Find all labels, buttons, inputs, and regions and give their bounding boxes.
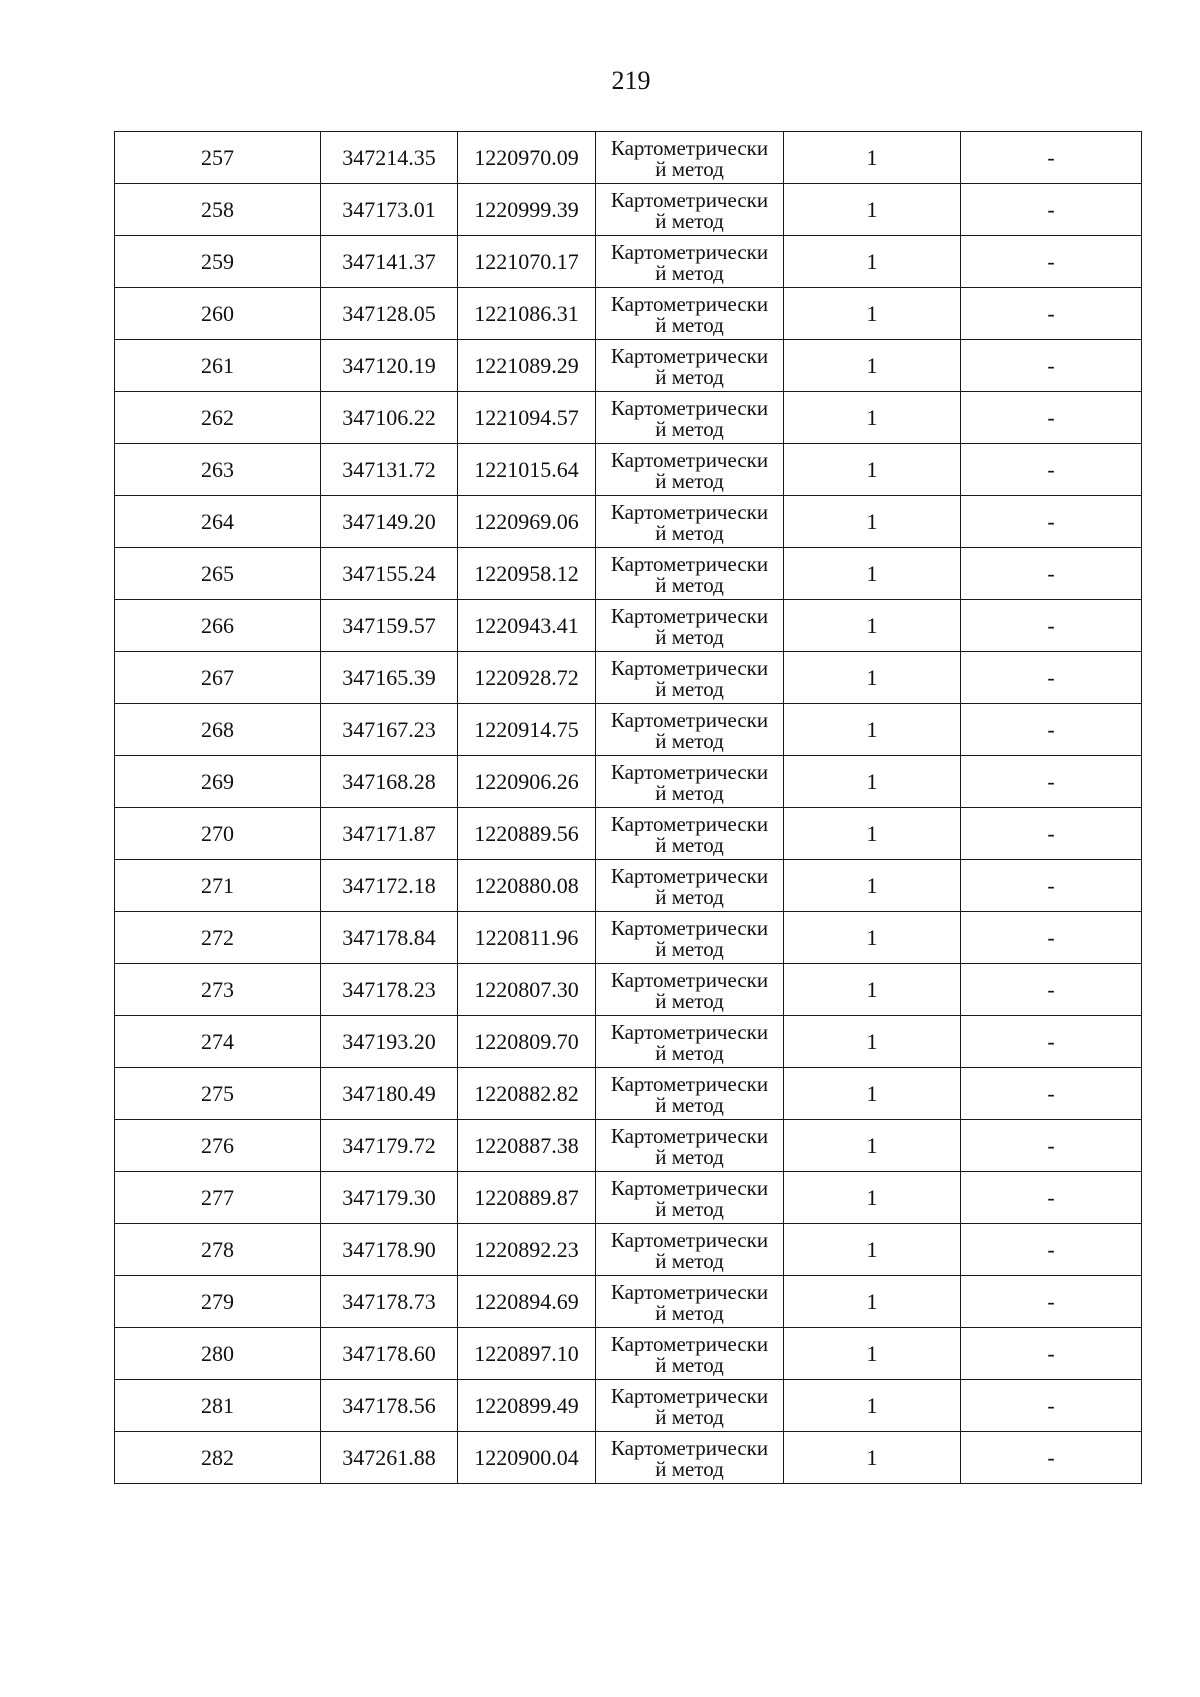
method-line-1: Картометрически [610, 1435, 769, 1460]
x-coordinate-cell: 347178.56 [321, 1380, 458, 1432]
point-number-cell: 275 [115, 1068, 321, 1120]
method-line-1: Картометрически [610, 707, 769, 732]
point-number-cell: 280 [115, 1328, 321, 1380]
table-row [115, 236, 1142, 288]
y-coordinate-cell: 1220899.49 [458, 1380, 596, 1432]
note-cell: - [961, 704, 1142, 756]
method-line-2: й метод [655, 1092, 724, 1117]
x-coordinate-cell: 347261.88 [321, 1432, 458, 1484]
coordinates-table [114, 131, 1142, 1484]
x-coordinate-cell: 347149.20 [321, 496, 458, 548]
accuracy-cell: 1 [784, 600, 961, 652]
method-cell [596, 808, 784, 860]
table-row [115, 444, 1142, 496]
x-coordinate-cell: 347165.39 [321, 652, 458, 704]
accuracy-cell: 1 [784, 1172, 961, 1224]
point-number-cell: 273 [115, 964, 321, 1016]
method-line-1: Картометрически [610, 811, 769, 836]
method-line-2: й метод [655, 572, 724, 597]
method-cell [596, 288, 784, 340]
method-line-2: й метод [655, 1196, 724, 1221]
x-coordinate-cell: 347128.05 [321, 288, 458, 340]
accuracy-cell: 1 [784, 756, 961, 808]
y-coordinate-cell: 1220897.10 [458, 1328, 596, 1380]
x-coordinate-cell: 347214.35 [321, 132, 458, 184]
y-coordinate-cell: 1220880.08 [458, 860, 596, 912]
accuracy-cell: 1 [784, 912, 961, 964]
accuracy-cell: 1 [784, 808, 961, 860]
point-number-cell: 271 [115, 860, 321, 912]
method-cell [596, 600, 784, 652]
method-line-1: Картометрически [610, 291, 769, 316]
point-number-cell: 260 [115, 288, 321, 340]
y-coordinate-cell: 1220900.04 [458, 1432, 596, 1484]
point-number-cell: 282 [115, 1432, 321, 1484]
point-number-cell: 267 [115, 652, 321, 704]
method-line-2: й метод [655, 1248, 724, 1273]
x-coordinate-cell: 347173.01 [321, 184, 458, 236]
y-coordinate-cell: 1221070.17 [458, 236, 596, 288]
y-coordinate-cell: 1220894.69 [458, 1276, 596, 1328]
method-cell [596, 1172, 784, 1224]
y-coordinate-cell: 1220958.12 [458, 548, 596, 600]
note-cell: - [961, 1120, 1142, 1172]
method-line-1: Картометрически [610, 1279, 769, 1304]
table-row [115, 756, 1142, 808]
point-number-cell: 277 [115, 1172, 321, 1224]
y-coordinate-cell: 1220970.09 [458, 132, 596, 184]
method-line-2: й метод [655, 1352, 724, 1377]
method-line-2: й метод [655, 780, 724, 805]
x-coordinate-cell: 347106.22 [321, 392, 458, 444]
y-coordinate-cell: 1221015.64 [458, 444, 596, 496]
method-line-2: й метод [655, 208, 724, 233]
note-cell: - [961, 964, 1142, 1016]
point-number-cell: 261 [115, 340, 321, 392]
point-number-cell: 258 [115, 184, 321, 236]
point-number-cell: 278 [115, 1224, 321, 1276]
x-coordinate-cell: 347178.84 [321, 912, 458, 964]
method-line-1: Картометрически [610, 915, 769, 940]
table-row [115, 288, 1142, 340]
note-cell: - [961, 808, 1142, 860]
note-cell: - [961, 444, 1142, 496]
y-coordinate-cell: 1220887.38 [458, 1120, 596, 1172]
point-number-cell: 265 [115, 548, 321, 600]
accuracy-cell: 1 [784, 1276, 961, 1328]
method-line-1: Картометрически [610, 343, 769, 368]
note-cell: - [961, 756, 1142, 808]
accuracy-cell: 1 [784, 288, 961, 340]
table-row [115, 600, 1142, 652]
x-coordinate-cell: 347168.28 [321, 756, 458, 808]
y-coordinate-cell: 1220811.96 [458, 912, 596, 964]
method-line-2: й метод [655, 1300, 724, 1325]
accuracy-cell: 1 [784, 548, 961, 600]
point-number-cell: 281 [115, 1380, 321, 1432]
note-cell: - [961, 340, 1142, 392]
note-cell: - [961, 288, 1142, 340]
note-cell: - [961, 912, 1142, 964]
x-coordinate-cell: 347179.72 [321, 1120, 458, 1172]
method-cell [596, 1016, 784, 1068]
table-row [115, 808, 1142, 860]
x-coordinate-cell: 347120.19 [321, 340, 458, 392]
note-cell: - [961, 1172, 1142, 1224]
y-coordinate-cell: 1220882.82 [458, 1068, 596, 1120]
accuracy-cell: 1 [784, 1120, 961, 1172]
method-cell [596, 340, 784, 392]
method-line-2: й метод [655, 936, 724, 961]
method-line-1: Картометрически [610, 551, 769, 576]
method-line-2: й метод [655, 884, 724, 909]
y-coordinate-cell: 1220809.70 [458, 1016, 596, 1068]
point-number-cell: 262 [115, 392, 321, 444]
y-coordinate-cell: 1221086.31 [458, 288, 596, 340]
method-cell [596, 548, 784, 600]
accuracy-cell: 1 [784, 496, 961, 548]
y-coordinate-cell: 1220906.26 [458, 756, 596, 808]
table-row [115, 1120, 1142, 1172]
table-row [115, 340, 1142, 392]
point-number-cell: 264 [115, 496, 321, 548]
y-coordinate-cell: 1220943.41 [458, 600, 596, 652]
table-row [115, 1016, 1142, 1068]
x-coordinate-cell: 347167.23 [321, 704, 458, 756]
method-cell [596, 1224, 784, 1276]
x-coordinate-cell: 347178.60 [321, 1328, 458, 1380]
table-row [115, 1276, 1142, 1328]
method-line-1: Картометрически [610, 603, 769, 628]
accuracy-cell: 1 [784, 1068, 961, 1120]
y-coordinate-cell: 1220914.75 [458, 704, 596, 756]
table-row [115, 184, 1142, 236]
method-cell [596, 1432, 784, 1484]
note-cell: - [961, 1068, 1142, 1120]
method-cell [596, 704, 784, 756]
method-line-1: Картометрически [610, 135, 769, 160]
method-cell [596, 1328, 784, 1380]
table-row [115, 1380, 1142, 1432]
note-cell: - [961, 1276, 1142, 1328]
point-number-cell: 259 [115, 236, 321, 288]
method-line-2: й метод [655, 156, 724, 181]
table-row [115, 1068, 1142, 1120]
y-coordinate-cell: 1220807.30 [458, 964, 596, 1016]
method-cell [596, 1276, 784, 1328]
method-cell [596, 652, 784, 704]
method-line-1: Картометрически [610, 1383, 769, 1408]
note-cell: - [961, 496, 1142, 548]
accuracy-cell: 1 [784, 184, 961, 236]
method-line-2: й метод [655, 1456, 724, 1481]
coordinates-table-body [115, 132, 1142, 1484]
method-cell [596, 756, 784, 808]
method-line-2: й метод [655, 520, 724, 545]
accuracy-cell: 1 [784, 1224, 961, 1276]
table-row [115, 964, 1142, 1016]
accuracy-cell: 1 [784, 964, 961, 1016]
accuracy-cell: 1 [784, 444, 961, 496]
method-line-2: й метод [655, 260, 724, 285]
method-line-2: й метод [655, 676, 724, 701]
table-row [115, 1172, 1142, 1224]
x-coordinate-cell: 347159.57 [321, 600, 458, 652]
page-number: 219 [611, 66, 651, 95]
x-coordinate-cell: 347131.72 [321, 444, 458, 496]
x-coordinate-cell: 347172.18 [321, 860, 458, 912]
method-line-1: Картометрически [610, 863, 769, 888]
note-cell: - [961, 184, 1142, 236]
point-number-cell: 263 [115, 444, 321, 496]
accuracy-cell: 1 [784, 860, 961, 912]
x-coordinate-cell: 347178.73 [321, 1276, 458, 1328]
note-cell: - [961, 392, 1142, 444]
y-coordinate-cell: 1220889.87 [458, 1172, 596, 1224]
table-row [115, 1328, 1142, 1380]
method-line-2: й метод [655, 832, 724, 857]
x-coordinate-cell: 347178.23 [321, 964, 458, 1016]
method-line-1: Картометрически [610, 499, 769, 524]
method-line-1: Картометрически [610, 1071, 769, 1096]
accuracy-cell: 1 [784, 132, 961, 184]
accuracy-cell: 1 [784, 392, 961, 444]
method-line-1: Картометрически [610, 239, 769, 264]
y-coordinate-cell: 1220969.06 [458, 496, 596, 548]
note-cell: - [961, 600, 1142, 652]
method-cell [596, 132, 784, 184]
method-line-1: Картометрически [610, 759, 769, 784]
note-cell: - [961, 1016, 1142, 1068]
point-number-cell: 274 [115, 1016, 321, 1068]
x-coordinate-cell: 347155.24 [321, 548, 458, 600]
method-cell [596, 184, 784, 236]
method-line-1: Картометрически [610, 1123, 769, 1148]
point-number-cell: 266 [115, 600, 321, 652]
y-coordinate-cell: 1221089.29 [458, 340, 596, 392]
method-cell [596, 964, 784, 1016]
y-coordinate-cell: 1220892.23 [458, 1224, 596, 1276]
method-line-2: й метод [655, 312, 724, 337]
method-cell [596, 236, 784, 288]
method-line-1: Картометрически [610, 1175, 769, 1200]
method-line-2: й метод [655, 988, 724, 1013]
method-line-1: Картометрически [610, 187, 769, 212]
note-cell: - [961, 236, 1142, 288]
table-row [115, 704, 1142, 756]
table-row [115, 132, 1142, 184]
method-line-1: Картометрически [610, 655, 769, 680]
x-coordinate-cell: 347141.37 [321, 236, 458, 288]
method-line-2: й метод [655, 1404, 724, 1429]
method-line-2: й метод [655, 416, 724, 441]
method-line-1: Картометрически [610, 447, 769, 472]
accuracy-cell: 1 [784, 704, 961, 756]
table-row [115, 1432, 1142, 1484]
table-row [115, 1224, 1142, 1276]
method-line-2: й метод [655, 1144, 724, 1169]
x-coordinate-cell: 347193.20 [321, 1016, 458, 1068]
y-coordinate-cell: 1221094.57 [458, 392, 596, 444]
accuracy-cell: 1 [784, 1328, 961, 1380]
method-cell [596, 860, 784, 912]
note-cell: - [961, 1380, 1142, 1432]
note-cell: - [961, 1432, 1142, 1484]
method-line-1: Картометрически [610, 1227, 769, 1252]
method-cell [596, 496, 784, 548]
note-cell: - [961, 548, 1142, 600]
method-line-2: й метод [655, 728, 724, 753]
method-line-2: й метод [655, 1040, 724, 1065]
method-line-1: Картометрически [610, 1331, 769, 1356]
method-cell [596, 1120, 784, 1172]
note-cell: - [961, 1224, 1142, 1276]
point-number-cell: 270 [115, 808, 321, 860]
method-line-2: й метод [655, 364, 724, 389]
table-row [115, 912, 1142, 964]
x-coordinate-cell: 347180.49 [321, 1068, 458, 1120]
accuracy-cell: 1 [784, 1380, 961, 1432]
method-cell [596, 444, 784, 496]
note-cell: - [961, 860, 1142, 912]
method-line-2: й метод [655, 468, 724, 493]
table-row [115, 652, 1142, 704]
point-number-cell: 276 [115, 1120, 321, 1172]
method-line-1: Картометрически [610, 395, 769, 420]
note-cell: - [961, 132, 1142, 184]
y-coordinate-cell: 1220928.72 [458, 652, 596, 704]
point-number-cell: 257 [115, 132, 321, 184]
accuracy-cell: 1 [784, 1432, 961, 1484]
y-coordinate-cell: 1220889.56 [458, 808, 596, 860]
point-number-cell: 268 [115, 704, 321, 756]
table-row [115, 392, 1142, 444]
y-coordinate-cell: 1220999.39 [458, 184, 596, 236]
x-coordinate-cell: 347179.30 [321, 1172, 458, 1224]
method-cell [596, 392, 784, 444]
method-cell [596, 1068, 784, 1120]
method-cell [596, 912, 784, 964]
table-row [115, 548, 1142, 600]
accuracy-cell: 1 [784, 1016, 961, 1068]
accuracy-cell: 1 [784, 340, 961, 392]
method-line-1: Картометрически [610, 967, 769, 992]
accuracy-cell: 1 [784, 236, 961, 288]
method-line-1: Картометрически [610, 1019, 769, 1044]
point-number-cell: 272 [115, 912, 321, 964]
x-coordinate-cell: 347171.87 [321, 808, 458, 860]
method-line-2: й метод [655, 624, 724, 649]
accuracy-cell: 1 [784, 652, 961, 704]
note-cell: - [961, 1328, 1142, 1380]
table-row [115, 860, 1142, 912]
note-cell: - [961, 652, 1142, 704]
method-cell [596, 1380, 784, 1432]
point-number-cell: 279 [115, 1276, 321, 1328]
x-coordinate-cell: 347178.90 [321, 1224, 458, 1276]
table-row [115, 496, 1142, 548]
point-number-cell: 269 [115, 756, 321, 808]
